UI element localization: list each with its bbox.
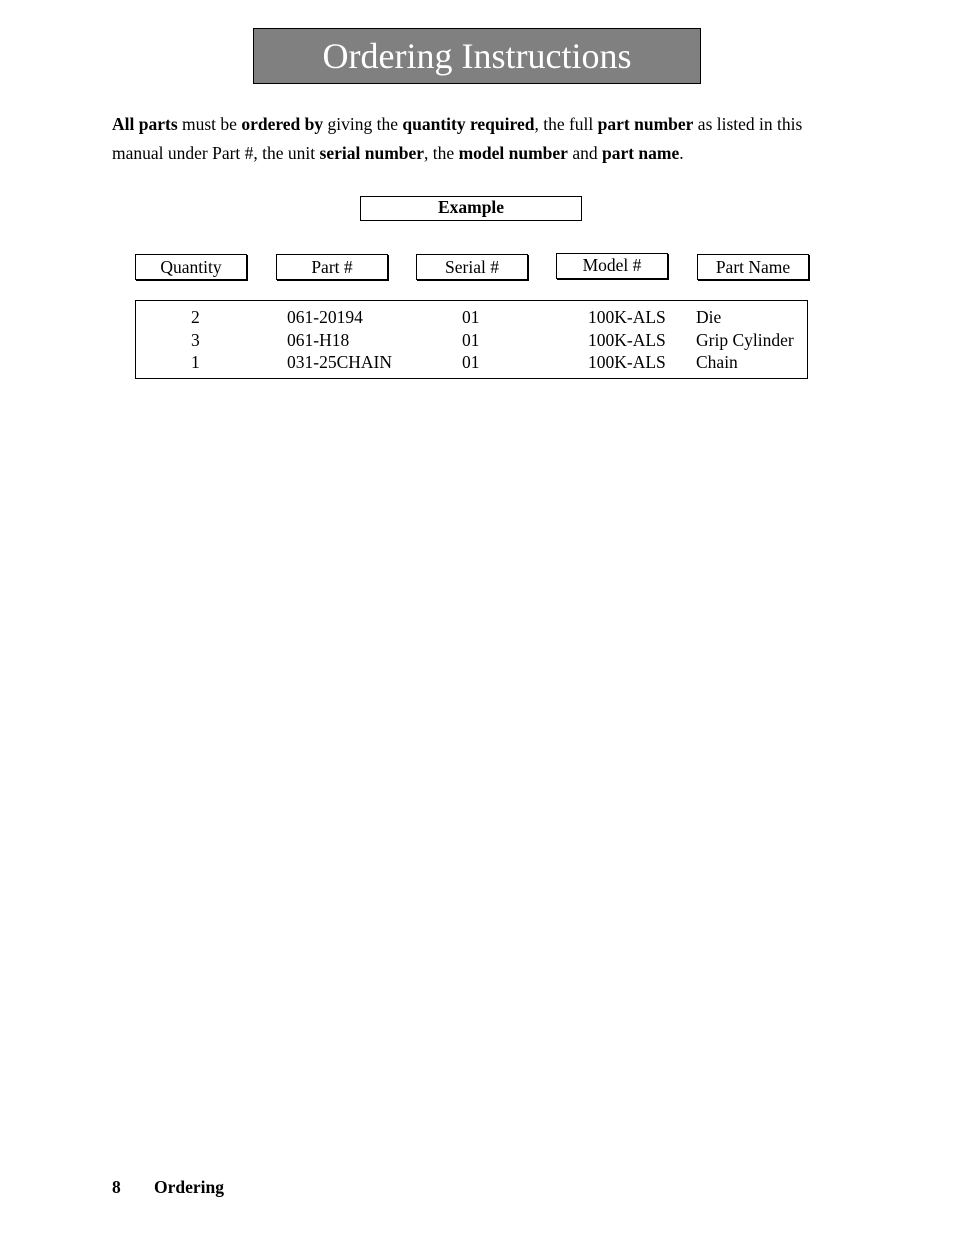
intro-text: and — [567, 143, 602, 163]
page-number: 8 — [112, 1177, 121, 1197]
row-1-part-name: Die — [696, 307, 722, 327]
row-2-part-name: Grip Cylinder — [696, 330, 794, 350]
row-2-part-number: 061-H18 — [287, 330, 350, 350]
example-rows-box — [135, 300, 808, 379]
row-1-model-number: 100K-ALS — [588, 307, 666, 327]
intro-text: must be — [177, 114, 242, 134]
page-title: Ordering Instructions — [322, 36, 632, 76]
row-1-quantity: 2 — [191, 307, 200, 327]
intro-paragraph — [112, 110, 842, 168]
page-footer — [112, 1177, 224, 1198]
row-1-part-number: 061-20194 — [287, 307, 363, 327]
header-part-number: Part # — [276, 254, 388, 280]
intro-bold-ordered-by: ordered by — [241, 114, 324, 134]
row-1-serial-number: 01 — [462, 307, 480, 327]
row-2-model-number: 100K-ALS — [588, 330, 666, 350]
header-quantity: Quantity — [135, 254, 247, 280]
header-part-name: Part Name — [697, 254, 809, 280]
intro-text: , the full — [534, 114, 598, 134]
page-title-banner — [253, 28, 701, 84]
intro-bold-part-number: part number — [597, 114, 694, 134]
intro-bold-model-number: model number — [458, 143, 568, 163]
intro-bold-part-name: part name — [601, 143, 680, 163]
intro-text: . — [679, 143, 684, 163]
intro-text: as listed in this manual under Part #, the unit — [112, 114, 803, 163]
row-3-part-name: Chain — [696, 352, 738, 372]
row-3-model-number: 100K-ALS — [588, 352, 666, 372]
example-label: Example — [360, 196, 582, 221]
intro-text: giving the — [323, 114, 403, 134]
header-model-number: Model # — [556, 253, 668, 279]
header-serial-number: Serial # — [416, 254, 528, 280]
row-2-quantity: 3 — [191, 330, 200, 350]
footer-section-name: Ordering — [154, 1177, 224, 1197]
intro-bold-quantity: quantity required — [402, 114, 535, 134]
intro-bold-all-parts: All parts — [112, 114, 178, 134]
row-3-serial-number: 01 — [462, 352, 480, 372]
row-2-serial-number: 01 — [462, 330, 480, 350]
intro-text: , the — [424, 143, 459, 163]
row-3-quantity: 1 — [191, 352, 200, 372]
row-3-part-number: 031-25CHAIN — [287, 352, 392, 372]
intro-bold-serial-number: serial number — [319, 143, 425, 163]
